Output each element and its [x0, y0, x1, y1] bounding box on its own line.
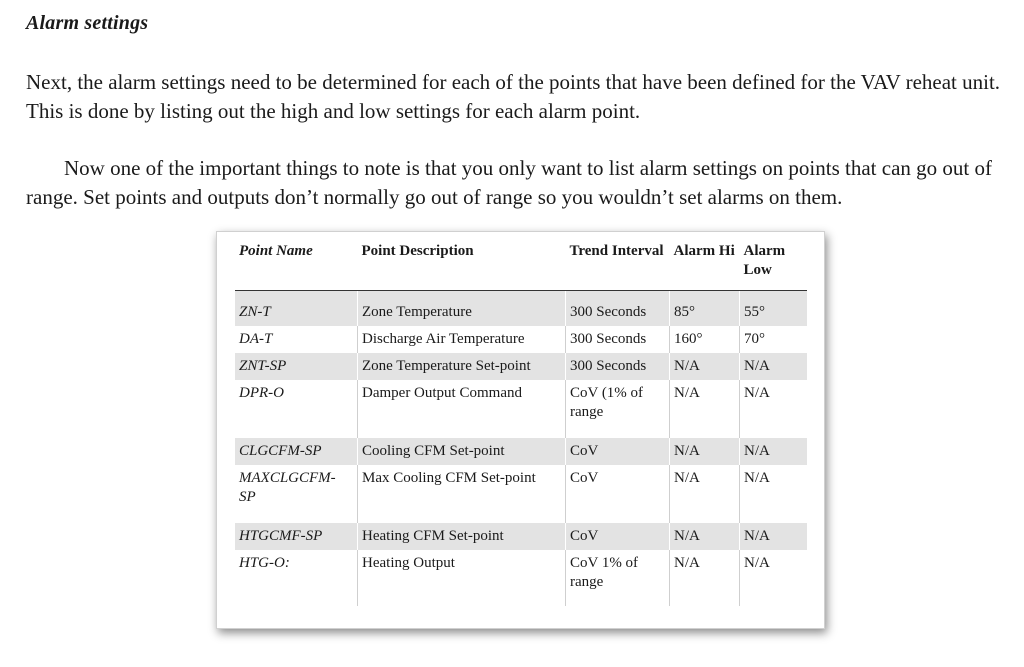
cell-trend-interval: 300 Seconds	[566, 353, 670, 380]
cell-trend-interval: CoV 1% of range	[566, 550, 670, 606]
cell-point-description: Damper Output Command	[358, 380, 566, 438]
table-row	[235, 353, 807, 380]
header-alarm-hi: Alarm Hi	[670, 238, 740, 291]
cell-point-name: CLGCFM-SP	[235, 438, 358, 465]
cell-point-description: Heating Output	[358, 550, 566, 606]
cell-alarm-hi: 85°	[670, 291, 740, 327]
table-row	[235, 326, 807, 353]
table-row	[235, 465, 807, 523]
cell-point-description: Zone Temperature Set-point	[358, 353, 566, 380]
table-row	[235, 550, 807, 606]
alarm-settings-table	[235, 238, 807, 606]
table-row	[235, 438, 807, 465]
cell-trend-interval: 300 Seconds	[566, 326, 670, 353]
cell-point-description: Heating CFM Set-point	[358, 523, 566, 550]
cell-alarm-low: N/A	[740, 523, 808, 550]
paragraph-note: Now one of the important things to note is that you only want to list alarm settings on points that can go out of range. Set points and outputs don’t normally go out of range so you wouldn’t set alarms on them.	[26, 156, 992, 209]
cell-trend-interval: CoV (1% of range	[566, 380, 670, 438]
cell-alarm-hi: N/A	[670, 353, 740, 380]
cell-point-name: HTGCMF-SP	[235, 523, 358, 550]
header-point-description: Point Description	[358, 238, 566, 291]
cell-point-name: MAXCLGCFM-SP	[239, 470, 336, 505]
cell-alarm-low: N/A	[740, 465, 808, 523]
cell-alarm-hi: N/A	[670, 550, 740, 606]
cell-trend-interval: CoV	[566, 465, 670, 523]
paragraph-intro: Next, the alarm settings need to be determined for each of the points that have been defined for the VAV reheat unit. This is done by listing out the high and low settings for each alarm point.	[26, 70, 1001, 123]
cell-alarm-low: 70°	[740, 326, 808, 353]
section-heading: Alarm settings	[26, 12, 149, 34]
cell-alarm-low: N/A	[740, 380, 808, 438]
cell-point-description: Discharge Air Temperature	[358, 326, 566, 353]
cell-alarm-hi: 160°	[670, 326, 740, 353]
cell-trend-interval: CoV	[566, 523, 670, 550]
table-row	[235, 523, 807, 550]
cell-point-name: ZN-T	[235, 291, 358, 327]
cell-alarm-hi: N/A	[670, 523, 740, 550]
header-alarm-low: Alarm Low	[740, 238, 808, 291]
cell-point-description: Cooling CFM Set-point	[358, 438, 566, 465]
cell-point-name: DA-T	[239, 331, 273, 347]
cell-alarm-hi: N/A	[670, 380, 740, 438]
cell-alarm-low: N/A	[740, 353, 808, 380]
alarm-settings-table-card	[216, 231, 825, 629]
cell-point-description: Max Cooling CFM Set-point	[358, 465, 566, 523]
table-row	[235, 291, 807, 327]
header-trend-interval: Trend Interval	[566, 238, 670, 291]
cell-point-name: ZNT-SP	[235, 353, 358, 380]
table-header-row	[235, 238, 807, 291]
cell-point-name: HTG-O:	[239, 555, 290, 571]
cell-alarm-low: N/A	[740, 550, 808, 606]
cell-alarm-low: 55°	[740, 291, 808, 327]
cell-alarm-hi: N/A	[670, 438, 740, 465]
cell-point-description: Zone Temperature	[358, 291, 566, 327]
cell-alarm-hi: N/A	[670, 465, 740, 523]
cell-trend-interval: CoV	[566, 438, 670, 465]
table-row	[235, 380, 807, 438]
header-point-name: Point Name	[235, 238, 358, 291]
cell-trend-interval: 300 Seconds	[566, 291, 670, 327]
cell-point-name: DPR-O	[239, 385, 284, 401]
cell-alarm-low: N/A	[740, 438, 808, 465]
